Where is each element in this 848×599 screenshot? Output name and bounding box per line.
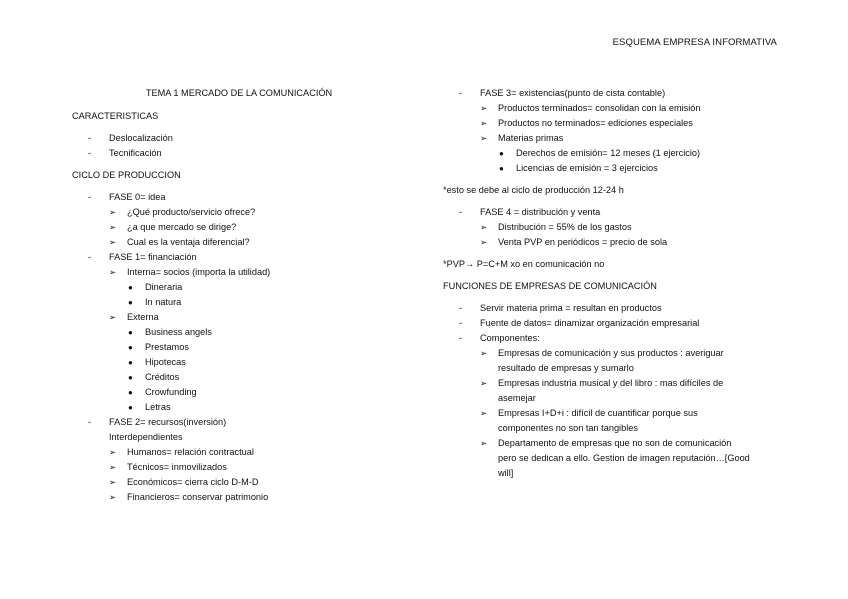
list-item: ➢ Empresas I+D+i : difícil de cuantificar porque sus componentes no son tan tangibles: [480, 408, 698, 433]
list-item: ● Crowfunding: [128, 387, 197, 397]
list-item: - Fuente de datos= dinamizar organización empresarial: [459, 318, 700, 328]
list-item: ● Créditos: [128, 372, 180, 382]
heading-funciones: FUNCIONES DE EMPRESAS DE COMUNICACIÓN: [443, 281, 657, 291]
externa-item: ➢ Externa ● Business angels ● Prestamos ● Hipotecas ● Créditos ● Crowfunding ● Letras: [109, 310, 412, 415]
heading-caracteristicas: CARACTERISTICAS: [72, 111, 159, 121]
componentes-item: - Componentes: ➢ Empresas de comunicación y sus productos : averiguar resultado de empresas y sumarlo ➢ Empresas industria musical y del libro : mas difíciles de asemejar ➢ Empresas I+D+i : difícil de cuantificar porque sus componentes no son tan tangibles ➢ Departamento de empresas que no son de comunicación pero se dedican a ello. Gestion de imagen reputación…[Good will]: [443, 331, 783, 481]
list-item: - Tecnificación: [88, 148, 162, 158]
fase3-list: [443, 86, 783, 176]
fase2-item: - FASE 2= recursos(inversión) Interdependientes ➢ Humanos= relación contractual ➢ Técnicos= inmovilizados ➢ Económicos= cierra ciclo D-M-D ➢ Financieros= conservar patrimonio: [72, 415, 412, 505]
list-item: ➢ ¿a que mercado se dirige?: [109, 222, 237, 232]
fase1-item: - FASE 1= financiación ➢ Interna= socios (importa la utilidad) ● Dineraria ● In natura ➢ Externa ● Business angels ● Prestamos ● Hipotecas ● Créditos ● Crowfunding ● Letras: [72, 250, 412, 415]
list-item: ● Letras: [128, 402, 171, 412]
fase4-list: [443, 205, 783, 250]
list-item: ● Hipotecas: [128, 357, 186, 367]
caracteristicas-list: [72, 131, 412, 161]
note-pvp: *PVP→ P=C+M xo en comunicación no: [443, 259, 605, 269]
list-item: ● In natura: [128, 297, 182, 307]
list-item: ➢ Financieros= conservar patrimonio: [109, 492, 269, 502]
note-ciclo: *esto se debe al ciclo de producción 12-24 h: [443, 185, 624, 195]
list-item: ➢ Distribución = 55% de los gastos: [480, 222, 632, 232]
header-title: ESQUEMA EMPRESA INFORMATIVA: [612, 37, 777, 48]
list-item: ➢ ¿Qué producto/servicio ofrece?: [109, 207, 256, 217]
interna-item: ➢ Interna= socios (importa la utilidad) ● Dineraria ● In natura: [109, 265, 412, 310]
list-item: ➢ Humanos= relación contractual: [109, 447, 254, 457]
list-item: ➢ Productos no terminados= ediciones especiales: [480, 118, 693, 128]
list-item: ➢ Empresas de comunicación y sus productos : averiguar resultado de empresas y sumarlo: [480, 348, 724, 373]
fase3-item: - FASE 3= existencias(punto de cista contable) ➢ Productos terminados= consolidan con la emisión ➢ Productos no terminados= ediciones especiales ➢ Materias primas ● Derechos de emisión= 12 meses (1 ejercicio) ● Licencias de emisión = 3 ejercicios: [443, 86, 783, 176]
heading-ciclo: CICLO DE PRODUCCION: [72, 170, 181, 180]
list-item: ● Licencias de emisión = 3 ejercicios: [499, 163, 658, 173]
list-item: ➢ Cual es la ventaja diferencial?: [109, 237, 250, 247]
list-item: ● Business angels: [128, 327, 212, 337]
materias-item: ➢ Materias primas ● Derechos de emisión= 12 meses (1 ejercicio) ● Licencias de emisión = 3 ejercicios: [480, 131, 783, 176]
right-column: [443, 86, 783, 481]
ciclo-list: [72, 190, 412, 505]
fase4-item: - FASE 4 = distribución y venta ➢ Distribución = 55% de los gastos ➢ Venta PVP en periódicos = precio de sola: [443, 205, 783, 250]
list-item: ➢ Productos terminados= consolidan con la emisión: [480, 103, 701, 113]
document-title: TEMA 1 MERCADO DE LA COMUNICACIÓN: [145, 88, 333, 98]
list-item: ➢ Venta PVP en periódicos = precio de sola: [480, 237, 668, 247]
list-item: ● Derechos de emisión= 12 meses (1 ejercicio): [499, 148, 701, 158]
fase2-sublabel: Interdependientes: [109, 432, 183, 442]
list-item: ➢ Departamento de empresas que no son de comunicación pero se dedican a ello. Gestion de imagen reputación…[Good will]: [480, 438, 750, 478]
fase0-item: - FASE 0= idea ➢ ¿Qué producto/servicio ofrece? ➢ ¿a que mercado se dirige? ➢ Cual es la ventaja diferencial?: [72, 190, 412, 250]
list-item: - Deslocalización: [88, 133, 173, 143]
list-item: ➢ Empresas industria musical y del libro : mas difíciles de asemejar: [480, 378, 724, 403]
funciones-list: [443, 301, 783, 481]
list-item: ➢ Económicos= cierra ciclo D-M-D: [109, 477, 259, 487]
list-item: ➢ Técnicos= inmovilizados: [109, 462, 227, 472]
list-item: ● Prestamos: [128, 342, 189, 352]
left-column: [72, 86, 412, 505]
list-item: - Servir materia prima = resultan en productos: [459, 303, 662, 313]
list-item: ● Dineraria: [128, 282, 183, 292]
